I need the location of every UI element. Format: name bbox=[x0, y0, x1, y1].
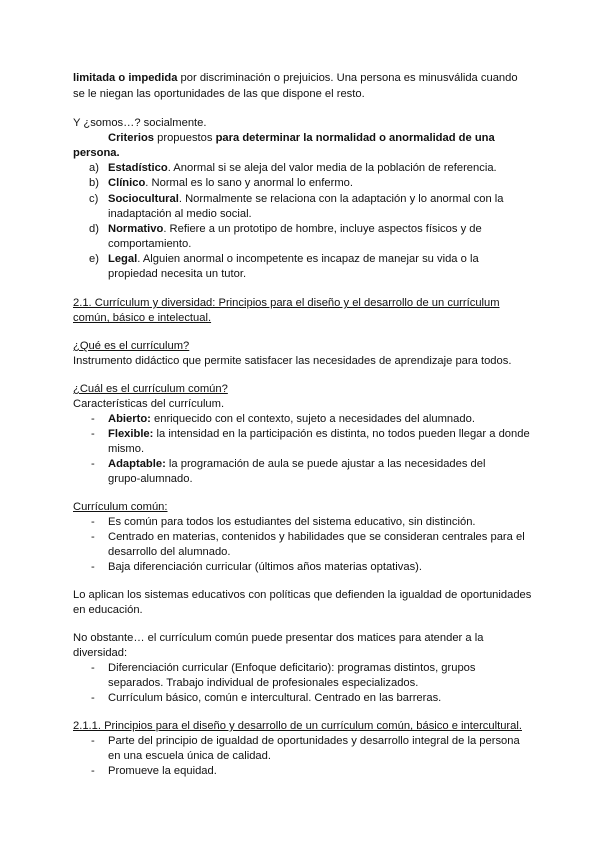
paragraph-line: No obstante… el currículum común puede presentar dos matices para atender a la bbox=[73, 632, 484, 644]
bullet-text: Baja diferenciación curricular (últimos años materias optativas). bbox=[108, 561, 423, 573]
criterios-heading bbox=[108, 131, 495, 145]
bullet-item bbox=[108, 412, 475, 426]
criterio-text-cont: comportamiento. bbox=[108, 238, 192, 250]
question-heading: ¿Qué es el currículum? bbox=[73, 340, 190, 352]
section-heading: 2.1. Currículum y diversidad: Principios para el diseño y el desarrollo de un currículum bbox=[73, 297, 500, 309]
bullet-dash: - bbox=[91, 428, 95, 440]
bullet-dash: - bbox=[91, 458, 95, 470]
bullet-text: Centrado en materias, contenidos y habilidades que se consideran centrales para el bbox=[108, 531, 525, 543]
intro-line-1 bbox=[73, 71, 518, 85]
bullet-term: Flexible: bbox=[108, 428, 154, 440]
paragraph-line: en educación. bbox=[73, 604, 143, 616]
criterio-text: . Normal es lo sano y anormal lo enfermo. bbox=[145, 177, 353, 189]
bullet-text: Currículum básico, común e intercultural. Centrado en las barreras. bbox=[108, 692, 442, 704]
bullet-term: Abierto: bbox=[108, 413, 151, 425]
criterios-word: Criterios bbox=[108, 132, 155, 144]
bullet-text: enriquecido con el contexto, sujeto a necesidades del alumnado. bbox=[150, 413, 475, 425]
criterio-text-cont: inadaptación al medio social. bbox=[108, 208, 252, 220]
bullet-text-cont: desarrollo del alumnado. bbox=[108, 546, 231, 558]
list-marker: b) bbox=[89, 177, 99, 189]
criterio-text: . Alguien anormal o incompetente es incapaz de manejar su vida o la bbox=[137, 253, 479, 265]
criterio-term: Sociocultural bbox=[108, 193, 179, 205]
criterio-item bbox=[108, 176, 353, 190]
bullet-text: la programación de aula se puede ajustar a las necesidades del bbox=[165, 458, 486, 470]
list-marker: e) bbox=[89, 253, 99, 265]
criterio-term: Clínico bbox=[108, 177, 146, 189]
paragraph-line: Lo aplican los sistemas educativos con políticas que defienden la igualdad de oportunidades bbox=[73, 589, 532, 601]
intro-line-2: se le niegan las oportunidades de las que dispone el resto. bbox=[73, 88, 365, 100]
bullet-item bbox=[108, 457, 486, 471]
bullet-text-cont: mismo. bbox=[108, 443, 145, 455]
criterios-bold-rest: para determinar la normalidad o anormalidad de una bbox=[215, 132, 495, 144]
criterio-text: . Normalmente se relaciona con la adaptación y lo anormal con la bbox=[178, 193, 504, 205]
criterio-item bbox=[108, 161, 497, 175]
bullet-text: Es común para todos los estudiantes del sistema educativo, sin distinción. bbox=[108, 516, 476, 528]
criterio-item bbox=[108, 192, 504, 206]
section-heading-2: común, básico e intelectual. bbox=[73, 312, 212, 324]
criterio-term: Normativo bbox=[108, 223, 164, 235]
criterios-heading-2 bbox=[73, 146, 120, 160]
criterio-text: . Refiere a un prototipo de hombre, incluye aspectos físicos y de bbox=[163, 223, 482, 235]
question-heading: ¿Cuál es el currículum común? bbox=[73, 383, 228, 395]
bullet-dash: - bbox=[91, 413, 95, 425]
bullet-text-cont: grupo-alumnado. bbox=[108, 473, 193, 485]
bullet-item bbox=[108, 427, 530, 441]
criterio-text-cont: propiedad necesita un tutor. bbox=[108, 268, 247, 280]
criterio-term: Estadístico bbox=[108, 162, 168, 174]
answer-text: Características del currículum. bbox=[73, 398, 225, 410]
bullet-term: Adaptable: bbox=[108, 458, 166, 470]
criterios-propuestos: propuestos bbox=[154, 132, 216, 144]
bullet-dash: - bbox=[91, 516, 95, 528]
paragraph-line: diversidad: bbox=[73, 647, 128, 659]
bullet-text-cont: separados. Trabajo individual de profesionales especializados. bbox=[108, 677, 419, 689]
intro-bold: limitada o impedida bbox=[73, 72, 178, 84]
section-heading: 2.1.1. Principios para el diseño y desarrollo de un currículum común, básico e intercultural. bbox=[73, 720, 522, 732]
bullet-dash: - bbox=[91, 662, 95, 674]
intro-rest: por discriminación o prejuicios. Una persona es minusválida cuando bbox=[177, 72, 518, 84]
answer-text: Instrumento didáctico que permite satisfacer las necesidades de aprendizaje para todos. bbox=[73, 355, 512, 367]
criterio-item bbox=[108, 222, 482, 236]
bullet-text: la intensidad en la participación es distinta, no todos pueden llegar a donde bbox=[153, 428, 530, 440]
persona-word: persona. bbox=[73, 147, 120, 159]
bullet-dash: - bbox=[91, 531, 95, 543]
somos-line: Y ¿somos…? socialmente. bbox=[73, 117, 207, 129]
list-marker: d) bbox=[89, 223, 99, 235]
bullet-text-cont: en una escuela única de calidad. bbox=[108, 750, 271, 762]
subsection-heading: Currículum común: bbox=[73, 501, 168, 513]
bullet-text: Diferenciación curricular (Enfoque deficitario): programas distintos, grupos bbox=[108, 662, 476, 674]
criterio-term: Legal bbox=[108, 253, 138, 265]
bullet-dash: - bbox=[91, 735, 95, 747]
list-marker: a) bbox=[89, 162, 99, 174]
criterio-item bbox=[108, 252, 479, 266]
bullet-dash: - bbox=[91, 765, 95, 777]
bullet-text: Parte del principio de igualdad de oportunidades y desarrollo integral de la persona bbox=[108, 735, 520, 747]
criterio-text: . Anormal si se aleja del valor media de la población de referencia. bbox=[167, 162, 497, 174]
bullet-dash: - bbox=[91, 561, 95, 573]
bullet-dash: - bbox=[91, 692, 95, 704]
list-marker: c) bbox=[89, 193, 99, 205]
bullet-text: Promueve la equidad. bbox=[108, 765, 217, 777]
